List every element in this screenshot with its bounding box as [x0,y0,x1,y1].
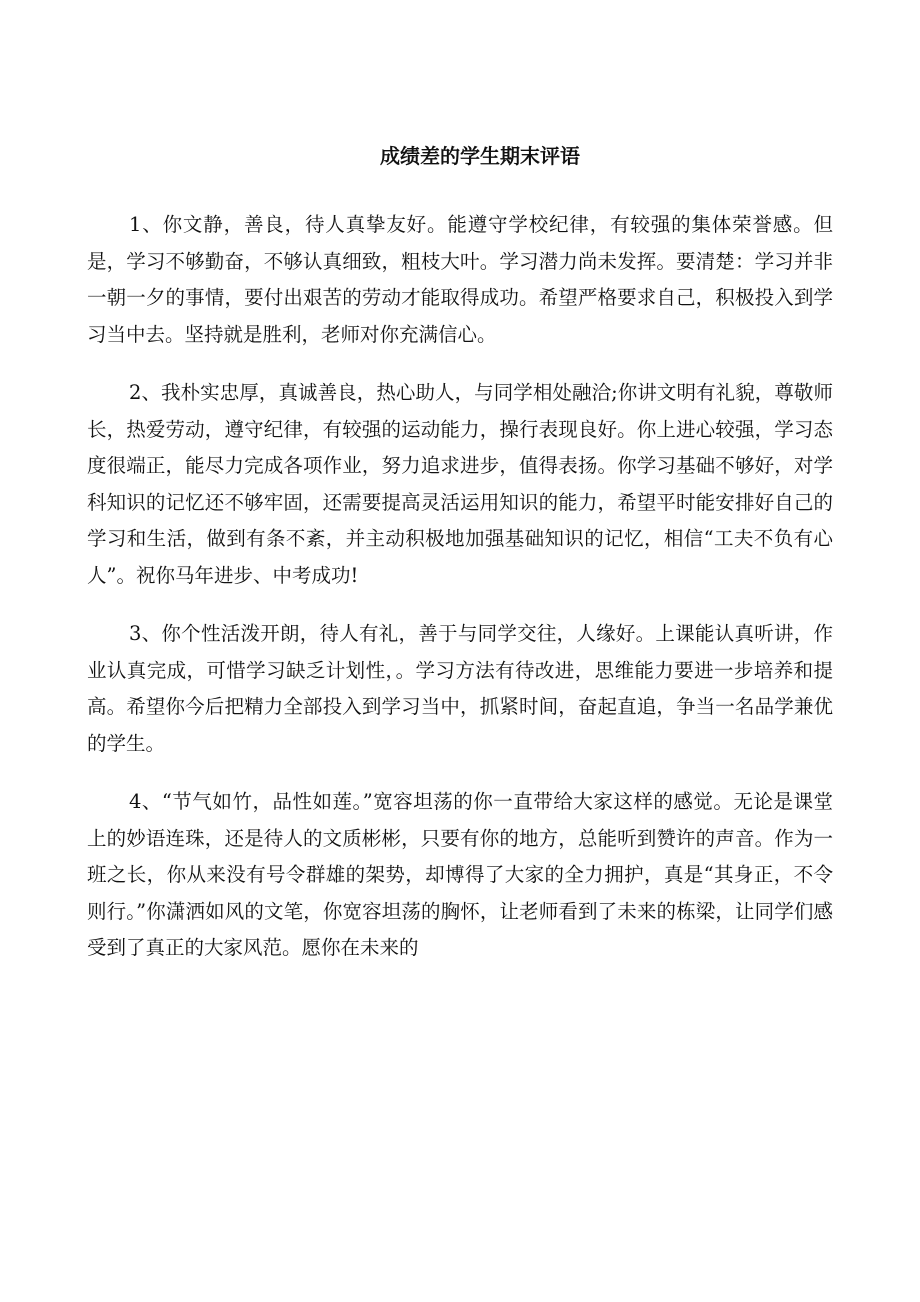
comment-paragraph-3: 3、你个性活泼开朗，待人有礼，善于与同学交往，人缘好。上课能认真听讲，作业认真完成，可惜学习缺乏计划性，。学习方法有待改进，思维能力要进一步培养和提高。希望你今后把精力全部投入到学习当中，抓紧时间，奋起直追，争当一名品学兼优的学生。 [87,622,833,755]
document-body [87,207,833,989]
comment-paragraph-1: 1、你文静，善良，待人真挚友好。能遵守学校纪律，有较强的集体荣誉感。但是，学习不够勤奋，不够认真细致，粗枝大叶。学习潜力尚未发挥。要清楚：学习并非一朝一夕的事情，要付出艰苦的劳动才能取得成功。希望严格要求自己，积极投入到学习当中去。坚持就是胜利，老师对你充满信心。 [87,213,833,346]
comment-paragraph-2: 2、我朴实忠厚，真诚善良，热心助人，与同学相处融洽;你讲文明有礼貌，尊敬师长，热爱劳动，遵守纪律，有较强的运动能力，操行表现良好。你上进心较强，学习态度很端正，能尽力完成各项作业，努力追求进步，值得表扬。你学习基础不够好，对学科知识的记忆还不够牢固，还需要提高灵活运用知识的能力，希望平时能安排好自己的学习和生活，做到有条不紊，并主动积极地加强基础知识的记忆，相信“工夫不负有心人”。祝你马年进步、中考成功! [87,381,833,587]
document-title: 成绩差的学生期末评语 [380,144,580,168]
comment-paragraph-4: 4、“节气如竹，品性如莲。”宽容坦荡的你一直带给大家这样的感觉。无论是课堂上的妙语连珠，还是待人的文质彬彬，只要有你的地方，总能听到赞许的声音。作为一班之长，你从来没有号令群雄的架势，却博得了大家的全力拥护，真是“其身正，不令则行。”你潇洒如风的文笔，你宽容坦荡的胸怀，让老师看到了未来的栋梁，让同学们感受到了真正的大家风范。愿你在未来的 [87,790,833,959]
